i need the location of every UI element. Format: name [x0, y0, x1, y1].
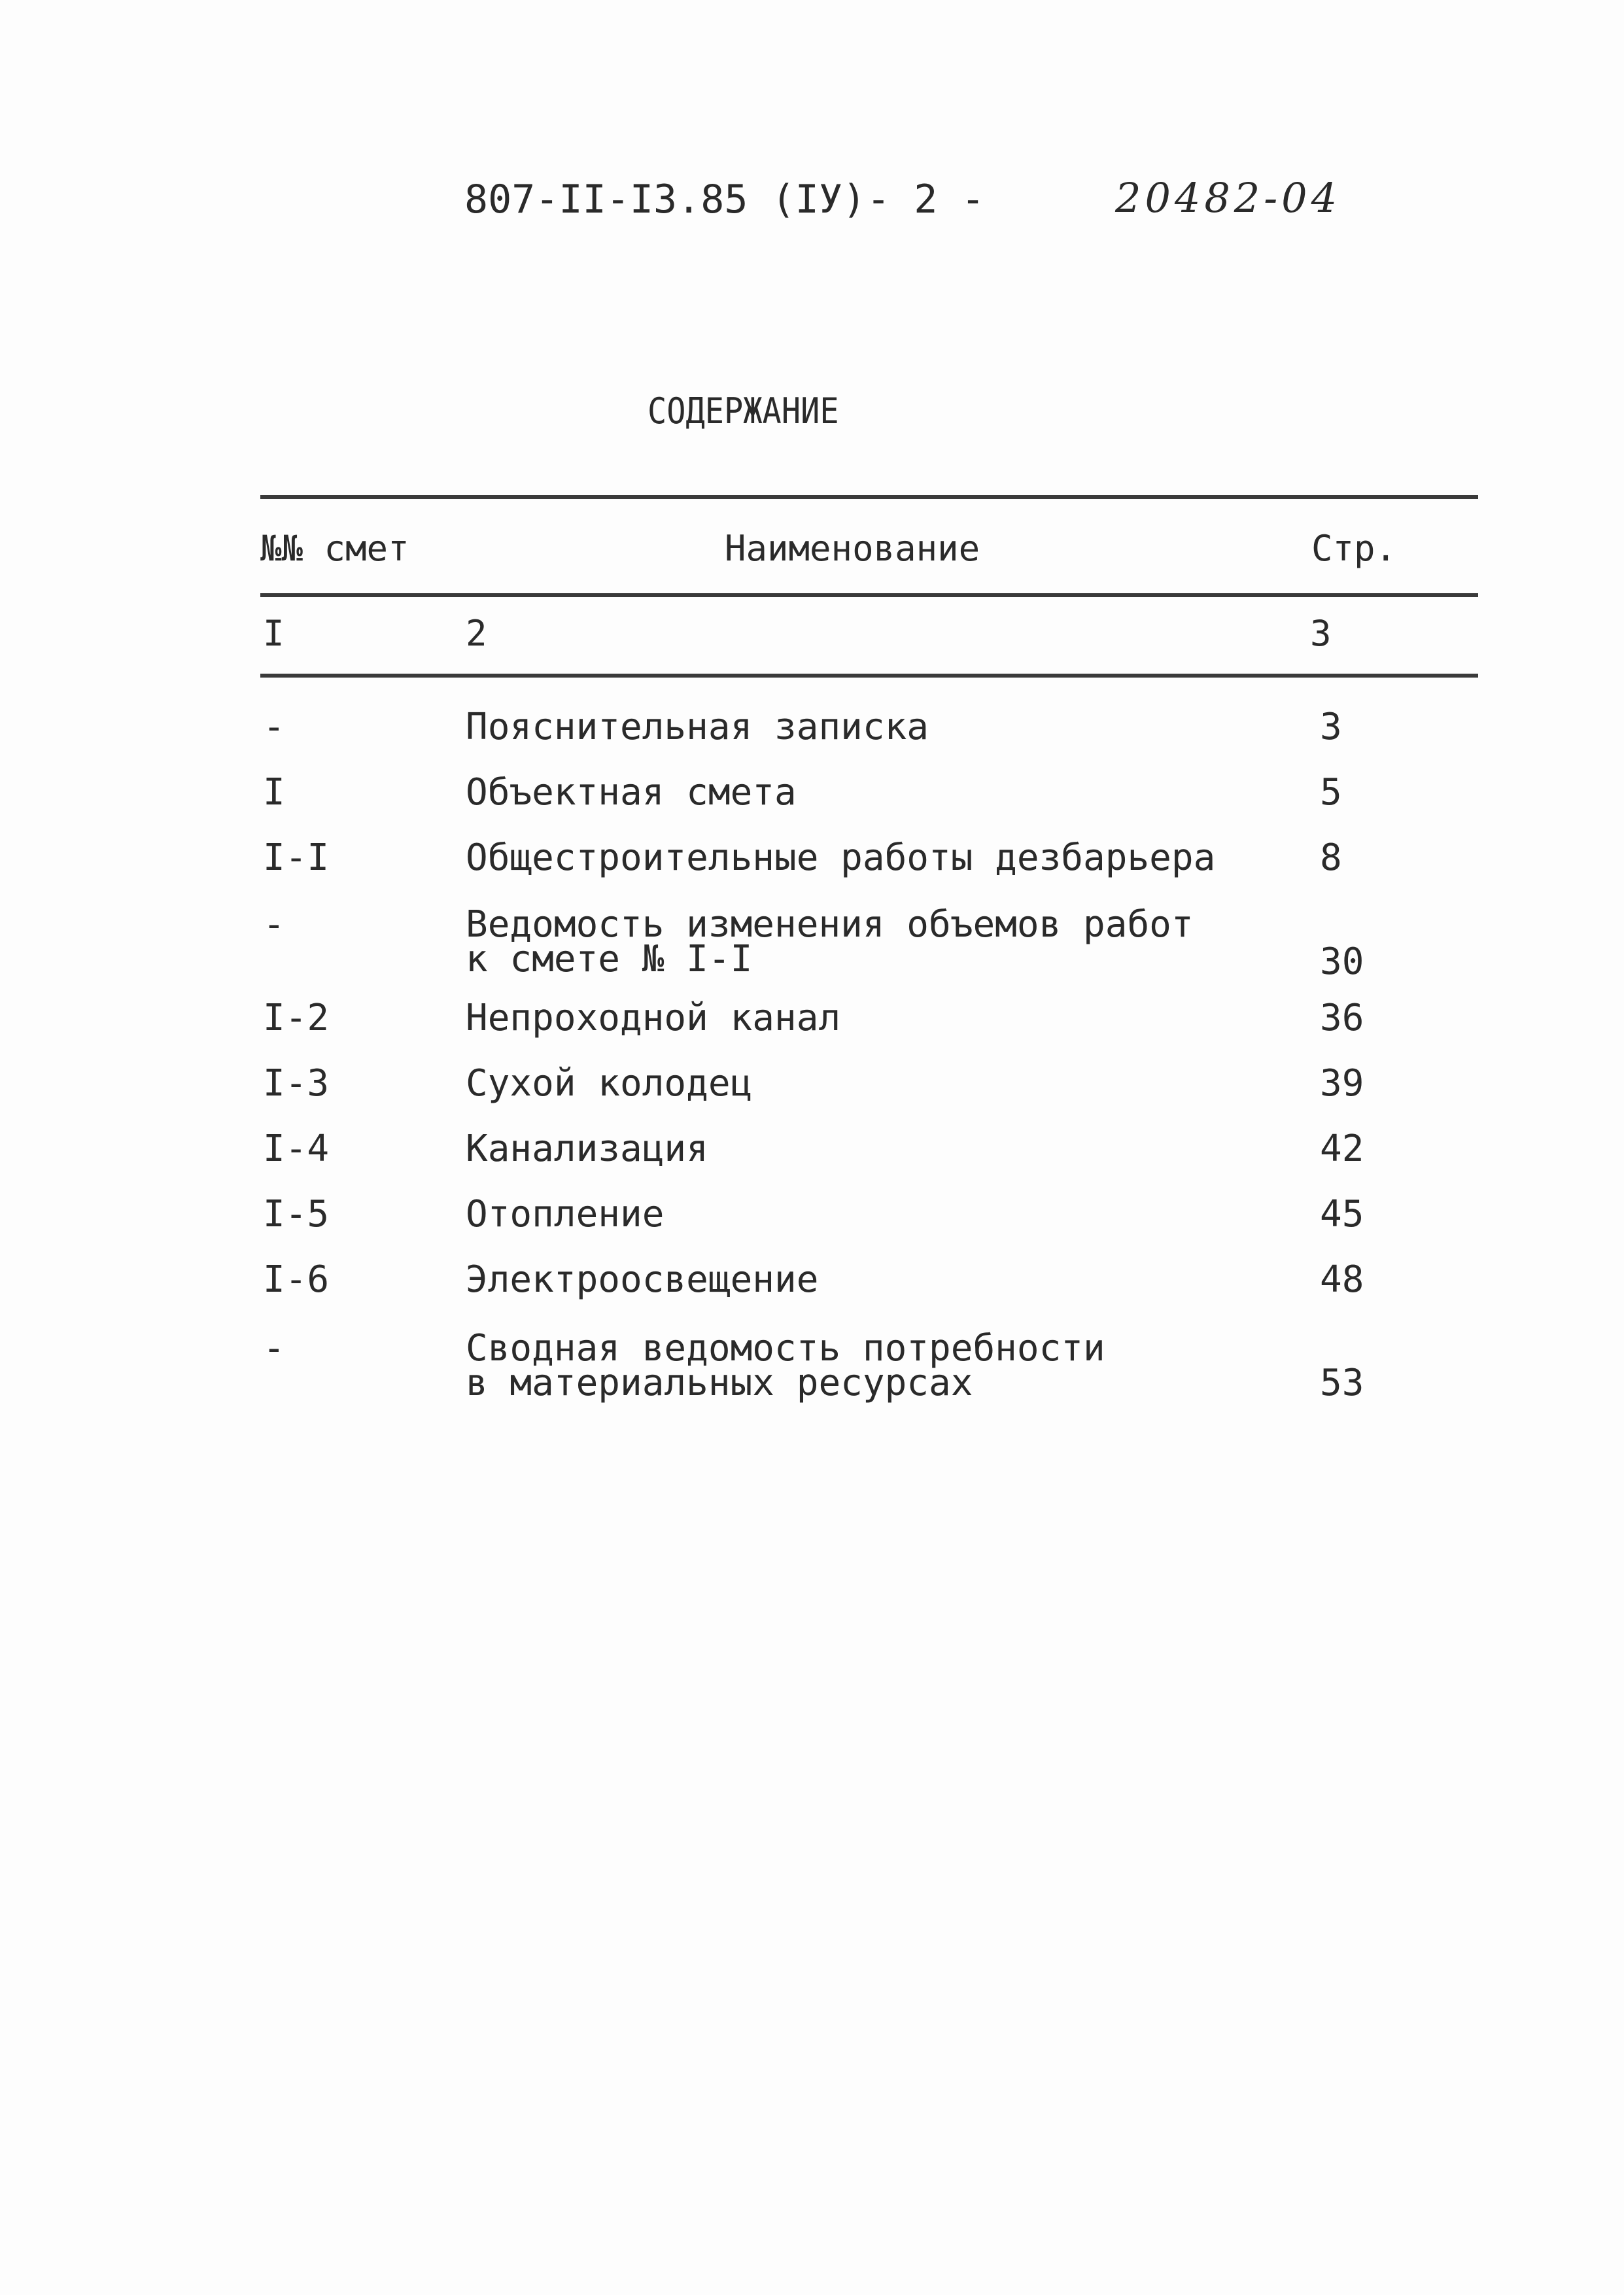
column-number-1: I — [263, 613, 285, 654]
document-code: 807-II-I3.85 (IУ) — [464, 177, 867, 222]
row-estimate-no: - — [263, 706, 285, 748]
table-row — [0, 1128, 1624, 1171]
row-page: 3 — [1320, 706, 1342, 748]
row-estimate-no: I-4 — [263, 1128, 330, 1170]
row-name-line-2: в материальных ресурсах — [466, 1362, 973, 1404]
page-title: СОДЕРЖАНИЕ — [648, 390, 839, 432]
table-row — [0, 903, 1624, 986]
table-row — [0, 706, 1624, 749]
handwritten-number: 20482-04 — [1115, 174, 1341, 222]
column-number-3: 3 — [1310, 613, 1332, 654]
table-top-rule — [260, 495, 1478, 499]
page-number: - 2 - — [867, 177, 985, 222]
row-estimate-no: I — [263, 771, 285, 814]
header-divider-rule — [260, 593, 1478, 597]
table-row — [0, 771, 1624, 814]
column-header-estimate-no: №№ смет — [260, 528, 409, 569]
row-name-line-2: к смете № I-I — [466, 938, 753, 980]
row-page: 8 — [1320, 837, 1342, 879]
table-row — [0, 837, 1624, 880]
row-name: Сухой колодец — [466, 1062, 753, 1105]
row-page: 5 — [1320, 771, 1342, 814]
row-estimate-no: I-I — [263, 837, 330, 879]
column-header-name: Наименование — [725, 528, 980, 569]
row-estimate-no: I-2 — [263, 997, 330, 1039]
row-page: 53 — [1320, 1362, 1364, 1404]
row-name-line-1: Ведомость изменения объемов работ — [466, 903, 1194, 946]
row-page: 30 — [1320, 940, 1364, 983]
table-row — [0, 1193, 1624, 1236]
row-page: 36 — [1320, 997, 1364, 1039]
row-page: 42 — [1320, 1128, 1364, 1170]
table-row — [0, 1258, 1624, 1302]
row-estimate-no: I-6 — [263, 1258, 330, 1301]
row-name: Электроосвещение — [466, 1258, 819, 1301]
row-name: Общестроительные работы дезбарьера — [466, 837, 1216, 879]
row-page: 45 — [1320, 1193, 1364, 1235]
row-name: Отопление — [466, 1193, 665, 1235]
column-number-2: 2 — [466, 613, 487, 654]
row-name: Непроходной канал — [466, 997, 841, 1039]
row-estimate-no: I-5 — [263, 1193, 330, 1235]
row-name: Канализация — [466, 1128, 708, 1170]
row-estimate-no: - — [263, 903, 285, 946]
column-numbers-rule — [260, 674, 1478, 678]
row-estimate-no: - — [263, 1327, 285, 1370]
row-name: Пояснительная записка — [466, 706, 929, 748]
row-page: 39 — [1320, 1062, 1364, 1105]
table-row — [0, 1062, 1624, 1105]
table-row — [0, 1327, 1624, 1409]
row-name: Объектная смета — [466, 771, 797, 814]
column-header-page: Стр. — [1311, 528, 1397, 569]
table-row — [0, 997, 1624, 1040]
row-page: 48 — [1320, 1258, 1364, 1301]
row-estimate-no: I-3 — [263, 1062, 330, 1105]
row-name-line-1: Сводная ведомость потребности — [466, 1327, 1105, 1370]
